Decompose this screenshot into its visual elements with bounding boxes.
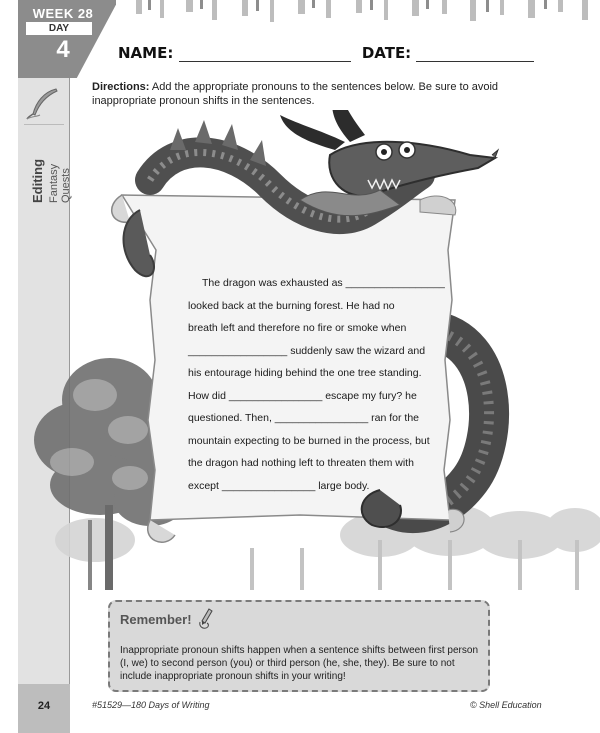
directions [92,80,512,108]
theme-label: Fantasy Quests [48,163,72,203]
passage-text: mountain expecting to be burned in the process, but [188,434,430,447]
passage-line [188,475,444,498]
page-number: 24 [37,700,51,712]
passage-line [188,362,444,385]
skill-label: Editing [30,158,45,203]
date-field[interactable] [416,47,534,62]
passage-text: suddenly saw the wizard and [287,344,426,357]
passage-text: except [188,479,222,492]
tree-trunks-banner [116,0,600,28]
week-label: WEEK 28 [32,6,94,21]
day-number: 4 [56,36,70,63]
directions-label: Directions: [92,81,150,93]
remember-title: Remember! [120,612,192,627]
passage-line [188,452,444,475]
passage-line [188,340,444,363]
passage-line [188,430,444,453]
passage-text: large body. [315,479,370,492]
pronoun-blank[interactable]: ________________ [274,412,369,424]
passage-line [188,407,444,430]
pencil-hand-icon [198,608,214,630]
passage-text: looked back at the burning forest. He had no [188,299,395,312]
footer-book-id: #51529—180 Days of Writing [92,700,210,710]
name-field[interactable] [179,47,351,62]
footer-publisher: © Shell Education [470,700,542,710]
passage-text: escape my fury? he [322,389,417,402]
remember-text: Inappropriate pronoun shifts happen when a sentence shifts between first person (I, we) to second person (you) or third person (he, she, they). Be sure to not include inappropriate pronoun shifts in your writing! [120,645,479,682]
passage-line [188,272,444,295]
date-label: DATE: [361,44,412,62]
passage-text: The dragon was exhausted as [202,277,346,289]
remember-box [108,600,490,692]
passage-text: How did [188,389,229,402]
passage-text: the dragon had nothing left to threaten them with [188,457,414,469]
passage-line [188,317,444,340]
passage-text: his entourage hiding behind the one tree standing. [188,367,422,379]
pronoun-blank[interactable]: _________________ [345,277,445,289]
passage-text: breath left and therefore no fire or smoke when [188,322,407,334]
pronoun-blank[interactable]: ________________ [221,479,316,492]
day-label: DAY [26,22,92,35]
directions-text: Add the appropriate pronouns to the sentences below. Be sure to avoid inappropriate pronoun shifts in the sentences. [92,81,499,107]
passage-line [188,295,444,318]
passage-text: questioned. Then, [188,412,275,424]
passage-text: ran for the [368,412,420,424]
name-date-row [118,44,534,62]
name-label: NAME: [118,44,174,62]
passage-line [188,385,444,408]
pronoun-blank[interactable]: _________________ [188,344,288,357]
passage [188,272,444,497]
pronoun-blank[interactable]: ________________ [228,389,323,402]
